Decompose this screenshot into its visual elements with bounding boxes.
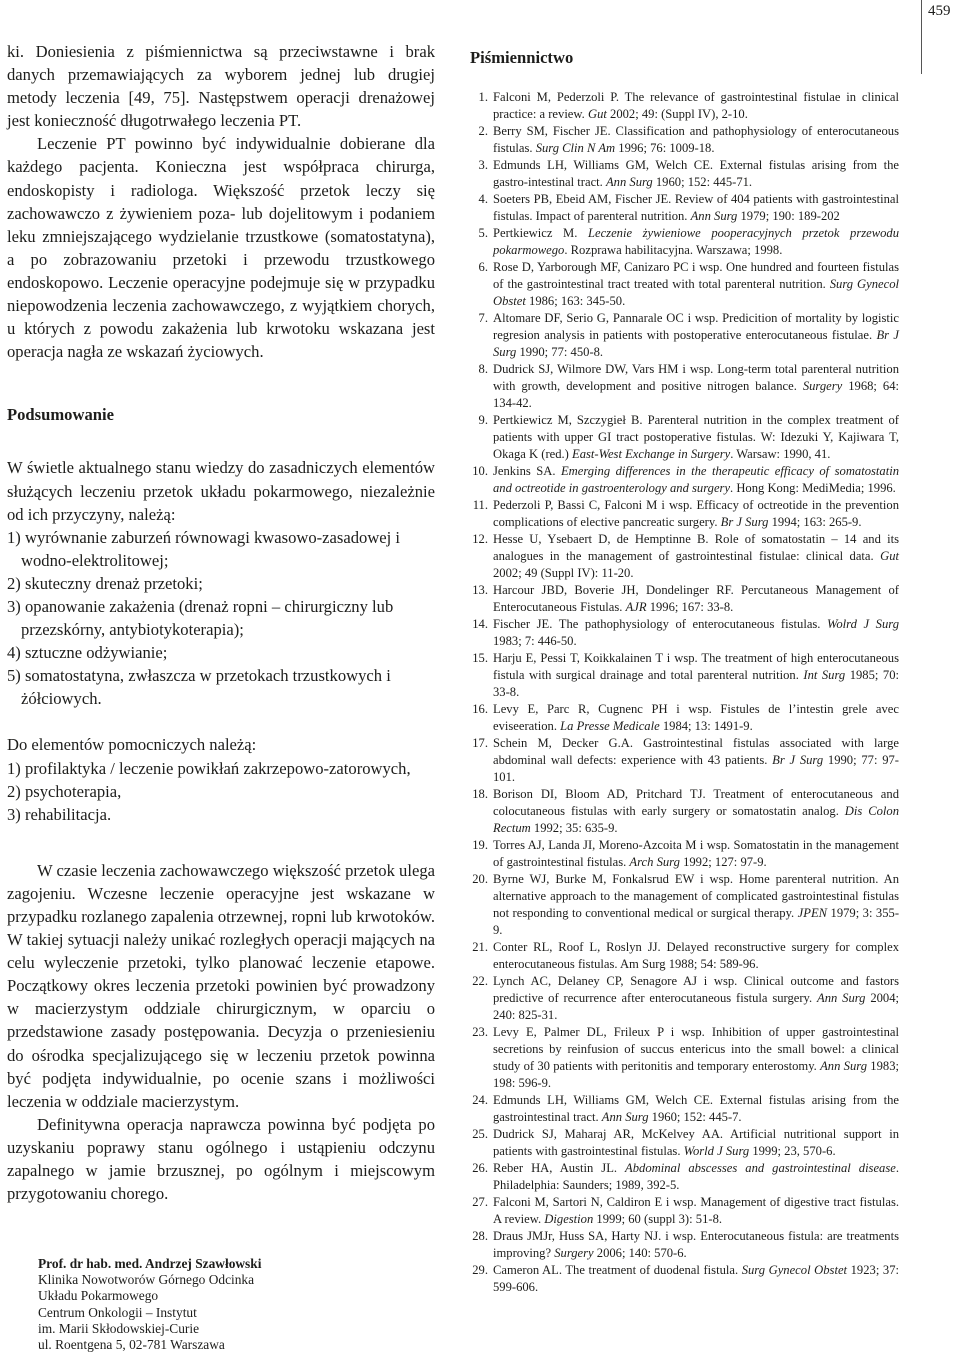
reference-item bbox=[470, 531, 899, 582]
reference-number: 22. bbox=[472, 974, 488, 988]
reference-number: 4. bbox=[478, 192, 488, 206]
reference-item bbox=[470, 310, 899, 361]
author-address-line: Klinika Nowotworów Górnego Odcinka bbox=[38, 1272, 255, 1288]
reference-details: 1994; 163: 265-9. bbox=[768, 515, 862, 529]
reference-number: 2. bbox=[478, 124, 488, 138]
reference-item bbox=[470, 786, 899, 837]
header-rule bbox=[921, 0, 922, 74]
list-item: 3) opanowanie zakażenia (drenaż ropni – chirurgiczny lub przezskórny, antybiotykoterapia); bbox=[7, 596, 394, 640]
reference-journal: Ann Surg bbox=[601, 1110, 649, 1124]
reference-journal: Surg Clin N Am bbox=[535, 141, 616, 155]
reference-details: 1968; 64: 134-42. bbox=[493, 379, 899, 410]
reference-details: 1992; 127: 97-9. bbox=[679, 855, 767, 869]
main-text-column bbox=[7, 40, 435, 1205]
reference-details: 1999; 60 (suppl 3): 51-8. bbox=[593, 1212, 723, 1226]
reference-number: 17. bbox=[472, 736, 488, 750]
reference-details: 1999; 23, 570-6. bbox=[749, 1144, 836, 1158]
reference-details: 1992; 35: 635-9. bbox=[530, 821, 618, 835]
reference-item bbox=[470, 1228, 899, 1262]
reference-number: 12. bbox=[472, 532, 488, 546]
reference-details: 2006; 140: 570-6. bbox=[593, 1246, 687, 1260]
reference-item bbox=[470, 463, 899, 497]
reference-text: Rose D, Yarborough MF, Canizaro PC i wsp. One hundred and fourteen fistulas of the gastrointestinal tract treated with total parenteral nutrition. bbox=[493, 260, 899, 291]
reference-item bbox=[470, 89, 899, 123]
reference-text: Dudrick SJ, Maharaj AR, McKelvey AA. Artificial nutritional support in patients with gastrointestinal fistulas. bbox=[493, 1127, 899, 1158]
reference-text: Draus JMJr, Huss SA, Harty NJ. i wsp. Enterocutaneous fistula: are treatments improving? bbox=[493, 1229, 899, 1260]
reference-journal: Dis Colon Rectum bbox=[493, 804, 900, 835]
reference-details: 1990; 77: 450-8. bbox=[516, 345, 604, 359]
reference-item bbox=[470, 497, 899, 531]
page-number: 459 bbox=[928, 3, 951, 19]
reference-item bbox=[470, 650, 899, 701]
reference-journal: Surg Gynecol Obstet bbox=[493, 277, 899, 308]
reference-text: Pederzoli P, Bassi C, Falconi M i wsp. Efficacy of octreotide in the prevention complications of elective pancreatic surgery. bbox=[493, 498, 899, 529]
reference-text: Fischer JE. The pathophysiology of enterocutaneous fistulas. bbox=[493, 617, 828, 631]
reference-item bbox=[470, 1092, 899, 1126]
reference-journal: Digestion bbox=[544, 1212, 594, 1226]
reference-details: . Hong Kong: MediMedia; 1996. bbox=[730, 481, 896, 495]
reference-journal: Br J Surg bbox=[493, 328, 900, 359]
paragraph: W świetle aktualnego stanu wiedzy do zasadniczych elementów służących leczeniu przetok układu pokarmowego, niezależnie od ich przyczyny, należą: bbox=[7, 458, 435, 524]
reference-item bbox=[470, 939, 899, 973]
reference-number: 8. bbox=[478, 362, 488, 376]
reference-item bbox=[470, 225, 899, 259]
list-item: 1) profilaktyka / leczenie powikłań zakrzepowo-zatorowych, bbox=[7, 758, 411, 778]
reference-number: 14. bbox=[472, 617, 488, 631]
reference-details: . Rozprawa habilitacyjna. Warszawa; 1998. bbox=[564, 243, 783, 257]
reference-journal: Arch Surg bbox=[629, 855, 680, 869]
reference-text: Conter RL, Roof L, Roslyn JJ. Delayed reconstructive surgery for complex enterocutaneous fistulas. Am Surg 1988; 54: 589-96. bbox=[493, 940, 899, 971]
reference-journal: Emerging differences in the therapeutic efficacy of somatostatin and octreotide in gastroenterology and surgery bbox=[493, 464, 900, 495]
reference-details: 1923; 37: 599-606. bbox=[493, 1263, 899, 1294]
reference-text: Borison DI, Bloom AD, Pritchard TJ. Treatment of enterocutaneous and colocutaneous fistulas with early surgery or somatostatin analog. bbox=[493, 787, 899, 818]
reference-journal: Ann Surg bbox=[690, 209, 738, 223]
auxiliary-elements-list bbox=[7, 757, 435, 826]
reference-journal: Int Surg bbox=[803, 668, 846, 682]
reference-number: 7. bbox=[478, 311, 488, 325]
reference-journal: AJR bbox=[625, 600, 647, 614]
reference-number: 21. bbox=[472, 940, 488, 954]
reference-item bbox=[470, 582, 899, 616]
reference-item bbox=[470, 701, 899, 735]
reference-journal: Surg Gynecol Obstet bbox=[741, 1263, 848, 1277]
reference-number: 1. bbox=[478, 90, 488, 104]
reference-details: 1984; 13: 1491-9. bbox=[659, 719, 753, 733]
reference-details: 1986; 163: 345-50. bbox=[525, 294, 626, 308]
reference-number: 24. bbox=[472, 1093, 488, 1107]
references-heading: Piśmiennictwo bbox=[470, 48, 574, 67]
references-column bbox=[470, 48, 899, 1296]
reference-journal: Leczenie żywieniowe pooperacyjnych przetok przewodu pokarmowego bbox=[493, 226, 899, 257]
section-heading: Podsumowanie bbox=[7, 405, 114, 425]
reference-text: Torres AJ, Landa JI, Moreno-Azcoita M i wsp. Somatostatin in the management of gastrointestinal fistulas. bbox=[493, 838, 899, 869]
reference-number: 27. bbox=[472, 1195, 488, 1209]
reference-details: 1979; 190: 189-202 bbox=[737, 209, 840, 223]
reference-details: . Warsaw: 1990, 41. bbox=[730, 447, 831, 461]
reference-item bbox=[470, 191, 899, 225]
reference-details: 1983; 7: 446-50. bbox=[493, 634, 577, 648]
reference-item bbox=[470, 973, 899, 1024]
reference-text: Pertkiewicz M. bbox=[493, 226, 588, 240]
reference-details: 2002; 49: (Suppl IV), 2-10. bbox=[606, 107, 748, 121]
reference-item bbox=[470, 1024, 899, 1092]
reference-item bbox=[470, 735, 899, 786]
list-item: 5) somatostatyna, zwłaszcza w przetokach trzustkowych i żółciowych. bbox=[7, 666, 391, 709]
reference-journal: Ann Surg bbox=[820, 1059, 868, 1073]
reference-details: 2002; 49 (Suppl IV): 11-20. bbox=[493, 566, 634, 580]
reference-number: 29. bbox=[472, 1263, 488, 1277]
list-item: 4) sztuczne odżywianie; bbox=[7, 643, 168, 663]
reference-number: 15. bbox=[472, 651, 488, 665]
reference-text: Falconi M, Sartori N, Caldiron E i wsp. Management of digestive tract fistulas. A review. bbox=[493, 1195, 899, 1226]
reference-item bbox=[470, 837, 899, 871]
references-list bbox=[470, 89, 899, 1296]
reference-number: 9. bbox=[478, 413, 488, 427]
reference-number: 11. bbox=[472, 498, 488, 512]
author-address-line: ul. Roentgena 5, 02-781 Warszawa bbox=[38, 1337, 225, 1353]
reference-text: Dudrick SJ, Wilmore DW, Vars HM i wsp. Long-term total parenteral nutrition with growth, development and positive nitrogen balance. bbox=[493, 362, 899, 393]
reference-number: 6. bbox=[478, 260, 488, 274]
reference-journal: JPEN bbox=[797, 906, 828, 920]
reference-text: Harcour JBD, Boverie JH, Dondelinger RF. Percutaneous Management of Enterocutaneous Fistulas. bbox=[493, 583, 899, 614]
reference-text: Lynch AC, Delaney CP, Senagore AJ i wsp. Clinical outcome and fastors predictive of recurrence after enterocutaneous fistula surgery. bbox=[493, 974, 899, 1005]
reference-item bbox=[470, 412, 899, 463]
reference-journal: Gut bbox=[880, 549, 899, 563]
reference-details: 1960; 152: 445-7. bbox=[648, 1110, 742, 1124]
reference-journal: Gut bbox=[587, 107, 607, 121]
reference-details: 1960; 152: 445-71. bbox=[652, 175, 753, 189]
reference-item bbox=[470, 259, 899, 310]
reference-number: 25. bbox=[472, 1127, 488, 1141]
reference-details: . Philadelphia: Saunders; 1989, 392-5. bbox=[493, 1161, 899, 1192]
list-item: 3) rehabilitacja. bbox=[7, 804, 112, 824]
reference-text: Reber HA, Austin JL. bbox=[493, 1161, 626, 1175]
paragraph: ki. Doniesienia z piśmiennictwa są przeciwstawne i brak danych przemawiających za wyborem jednej lub drugiej metody leczenia [49, 75]. Następstwem operacji drenażowej jest konieczność długotrwałego leczenia PT. bbox=[7, 42, 435, 131]
reference-journal: World J Surg bbox=[683, 1144, 750, 1158]
reference-number: 19. bbox=[472, 838, 488, 852]
reference-details: 1983; 198: 596-9. bbox=[493, 1059, 899, 1090]
reference-text: Edmunds LH, Williams GM, Welch CE. External fistulas arising from the gastrointestinal tract. bbox=[493, 1093, 899, 1124]
paragraph: W czasie leczenia zachowawczego większość przetok ulega zagojeniu. Wczesne leczenie operacyjne jest wskazane w przypadku rozlanego zapalenia otrzewnej, ropni lub krwotoków. W takiej sytuacji należy unikać rozległych operacji mających na celu wyleczenie przetoki, tylko planować leczenie etapowe. Początkowy okres leczenia przetoki powinien być prowadzony w macierzystym oddziale chirurgicznym, w oparciu o przedstawione zasady postępowania. Decyzja o przeniesieniu do ośrodka specjalizującego się w leczeniu przetok powinna być podjęta indywidualnie, po ocenie szans i możliwości leczenia w oddziale macierzystym. bbox=[7, 860, 435, 1111]
reference-number: 18. bbox=[472, 787, 488, 801]
reference-item bbox=[470, 1194, 899, 1228]
list-item: 2) psychoterapia, bbox=[7, 781, 122, 801]
reference-journal: East-West Exchange in Surgery bbox=[572, 447, 731, 461]
reference-number: 23. bbox=[472, 1025, 488, 1039]
reference-number: 26. bbox=[472, 1161, 488, 1175]
author-address-line: Układu Pokarmowego bbox=[38, 1288, 159, 1304]
reference-item bbox=[470, 1262, 899, 1296]
reference-journal: Abdominal abscesses and gastrointestinal disease bbox=[625, 1161, 896, 1175]
reference-text: Altomare DF, Serio G, Pannarale OC i wsp. Predicition of mortality by logistic regresion analysis in patients with postoperative enterocutaneous fistulae. bbox=[493, 311, 899, 342]
reference-journal: La Presse Medicale bbox=[560, 719, 660, 733]
reference-journal: Ann Surg bbox=[605, 175, 653, 189]
reference-details: 1985; 70: 33-8. bbox=[493, 668, 900, 699]
reference-text: Pertkiewicz M, Szczygieł B. Parenteral nutrition in the complex treatment of patients with upper GI tract postoperative fistulas. W: Idezuki Y, Kajiwara T, Okaga K (red.) bbox=[493, 413, 899, 461]
reference-details: 1996; 76: 1009-18. bbox=[615, 141, 715, 155]
reference-text: Harju E, Pessi T, Koikkalainen T i wsp. The treatment of high enterocutaneous fistula with surgical drainage and total parenteral nutrition. bbox=[493, 651, 899, 682]
reference-text: Falconi M, Pederzoli P. The relevance of gastrointestinal fistulae in clinical practice: a review. bbox=[493, 90, 899, 121]
paragraph: Do elementów pomocniczych należą: bbox=[7, 735, 257, 755]
reference-item bbox=[470, 616, 899, 650]
reference-item bbox=[470, 123, 899, 157]
main-elements-list bbox=[7, 526, 435, 711]
reference-item bbox=[470, 157, 899, 191]
author-address bbox=[38, 1256, 261, 1353]
reference-number: 5. bbox=[478, 226, 488, 240]
author-address-line: im. Marii Skłodowskiej-Curie bbox=[38, 1320, 200, 1336]
reference-text: Schein M, Decker G.A. Gastrointestinal fistulas associated with large abdominal wall defects: experience with 43 patients. bbox=[493, 736, 899, 767]
reference-text: Levy E, Parc R, Cugnenc PH i wsp. Fistules de l’intestin grele avec eviseeration. bbox=[493, 702, 899, 733]
reference-text: Hesse U, Ysebaert D, de Hemptinne B. Role of somatostatin – 14 and its analogues in the management of gastrointestinal fistulae: clinical data. bbox=[493, 532, 899, 563]
reference-details: 1990; 77: 97-101. bbox=[493, 753, 899, 784]
reference-text: Levy E, Palmer DL, Frileux P i wsp. Inhibition of upper gastrointestinal secretions by reinfusion of succus entericus into the small bowel: a clinical study of 30 patients with peritonitis and temporary enterostomy. bbox=[493, 1025, 899, 1073]
author-address-line: Centrum Onkologii – Instytut bbox=[38, 1304, 197, 1320]
paragraph: Leczenie PT powinno być indywidualnie dobierane dla każdego pacjenta. Konieczna jest współpraca chirurga, endoskopisty i radiologa. Większość przetok leczy się zachowawczo z żywieniem poza- lub dojelitowym i podaniem leku zmniejszającego wydzielanie trzustkowe (somatostatyna), a po zobrazowaniu przetoki i przewodu trzustkowego endoskopowo. Leczenie operacyjne podejmuje się w przypadku niepowodzenia leczenia zachowawczego, z wyjątkiem chorych, u których z powodu zakażenia lub krwotoku wskazana jest operacja nagła ze wskazań życiowych. bbox=[7, 134, 435, 362]
reference-journal: Ann Surg bbox=[817, 991, 866, 1005]
reference-journal: Surgery bbox=[554, 1246, 594, 1260]
reference-text: Byrne WJ, Burke M, Fonkalsrud EW i wsp. Home parenteral nutrition. An alternative approach to the management of complicated gastrointestinal fistulas not responding to conventional medical or surgical therapy. bbox=[493, 872, 899, 920]
reference-number: 16. bbox=[472, 702, 488, 716]
author-name: Prof. dr hab. med. Andrzej Szawłowski bbox=[38, 1256, 262, 1271]
reference-item bbox=[470, 1126, 899, 1160]
reference-details: 1996; 167: 33-8. bbox=[646, 600, 734, 614]
reference-text: Edmunds LH, Williams GM, Welch CE. External fistulas arising from the gastro-intestinal tract. bbox=[493, 158, 899, 189]
list-item: 1) wyrównanie zaburzeń równowagi kwasowo-zasadowej i wodno-elektrolitowej; bbox=[7, 527, 401, 570]
reference-text: Berry SM, Fischer JE. Classification and pathophysiology of enterocutaneous fistulas. bbox=[493, 124, 899, 155]
reference-text: Soeters PB, Ebeid AM, Fischer JE. Review of 404 patients with gastrointestinal fistulas. Impact of parenteral nutrition. bbox=[493, 192, 899, 223]
reference-number: 10. bbox=[472, 464, 488, 478]
reference-number: 3. bbox=[478, 158, 488, 172]
reference-item bbox=[470, 871, 899, 939]
reference-journal: Br J Surg bbox=[772, 753, 824, 767]
reference-details: 1979; 3: 355-9. bbox=[493, 906, 900, 937]
reference-item bbox=[470, 1160, 899, 1194]
list-item: 2) skuteczny drenaż przetoki; bbox=[7, 573, 203, 593]
paragraph: Definitywna operacja naprawcza powinna być podjęta po uzyskaniu poprawy stanu ogólnego i ustąpieniu odczynu zapalnego w jamie brzusznej, po ogólnym i miejscowym przygotowaniu chorego. bbox=[7, 1114, 435, 1204]
reference-text: Cameron AL. The treatment of duodenal fistula. bbox=[493, 1263, 742, 1277]
reference-number: 13. bbox=[472, 583, 488, 597]
reference-details: 2004; 240: 825-31. bbox=[493, 991, 900, 1022]
reference-text: Jenkins SA. bbox=[493, 464, 561, 478]
reference-journal: Br J Surg bbox=[720, 515, 769, 529]
reference-number: 20. bbox=[472, 872, 488, 886]
reference-journal: Wolrd J Surg bbox=[827, 617, 899, 631]
reference-journal: Surgery bbox=[802, 379, 843, 393]
reference-item bbox=[470, 361, 899, 412]
reference-number: 28. bbox=[472, 1229, 488, 1243]
